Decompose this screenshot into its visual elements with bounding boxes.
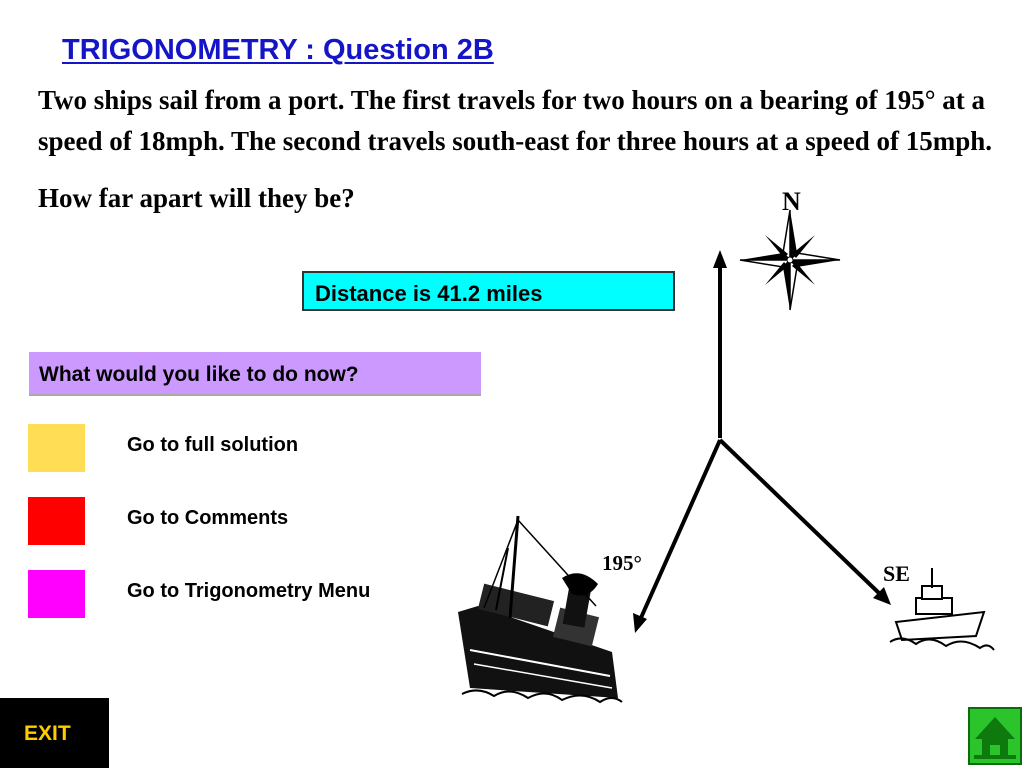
home-icon xyxy=(970,709,1020,763)
se-line xyxy=(720,440,882,596)
bearing-label: 195° xyxy=(602,551,642,575)
full-solution-label[interactable]: Go to full solution xyxy=(127,434,299,456)
steamship-icon xyxy=(458,516,622,702)
north-arrowhead xyxy=(713,250,727,268)
trig-menu-label[interactable]: Go to Trigonometry Menu xyxy=(127,580,371,602)
prompt-text: What would you like to do now? xyxy=(39,363,359,386)
question-paragraph: Two ships sail from a port. The first travels for two hours on a bearing of 195° at a speed of 18mph. The second travels south-east for three hours at a speed of 15mph. xyxy=(38,85,993,156)
question-ask: How far apart will they be? xyxy=(38,183,355,213)
north-label: N xyxy=(782,187,801,216)
bearing-195-line xyxy=(640,440,720,620)
page-title: TRIGONOMETRY : Question 2B xyxy=(62,34,494,66)
bearing-195-arrowhead xyxy=(633,613,647,633)
compass-rose-icon xyxy=(740,210,840,310)
se-label: SE xyxy=(883,561,910,586)
exit-button[interactable] xyxy=(0,698,109,768)
home-button[interactable] xyxy=(968,707,1022,765)
comments-label[interactable]: Go to Comments xyxy=(127,507,289,529)
answer-text: Distance is 41.2 miles xyxy=(315,281,543,306)
exit-label: EXIT xyxy=(24,722,71,745)
